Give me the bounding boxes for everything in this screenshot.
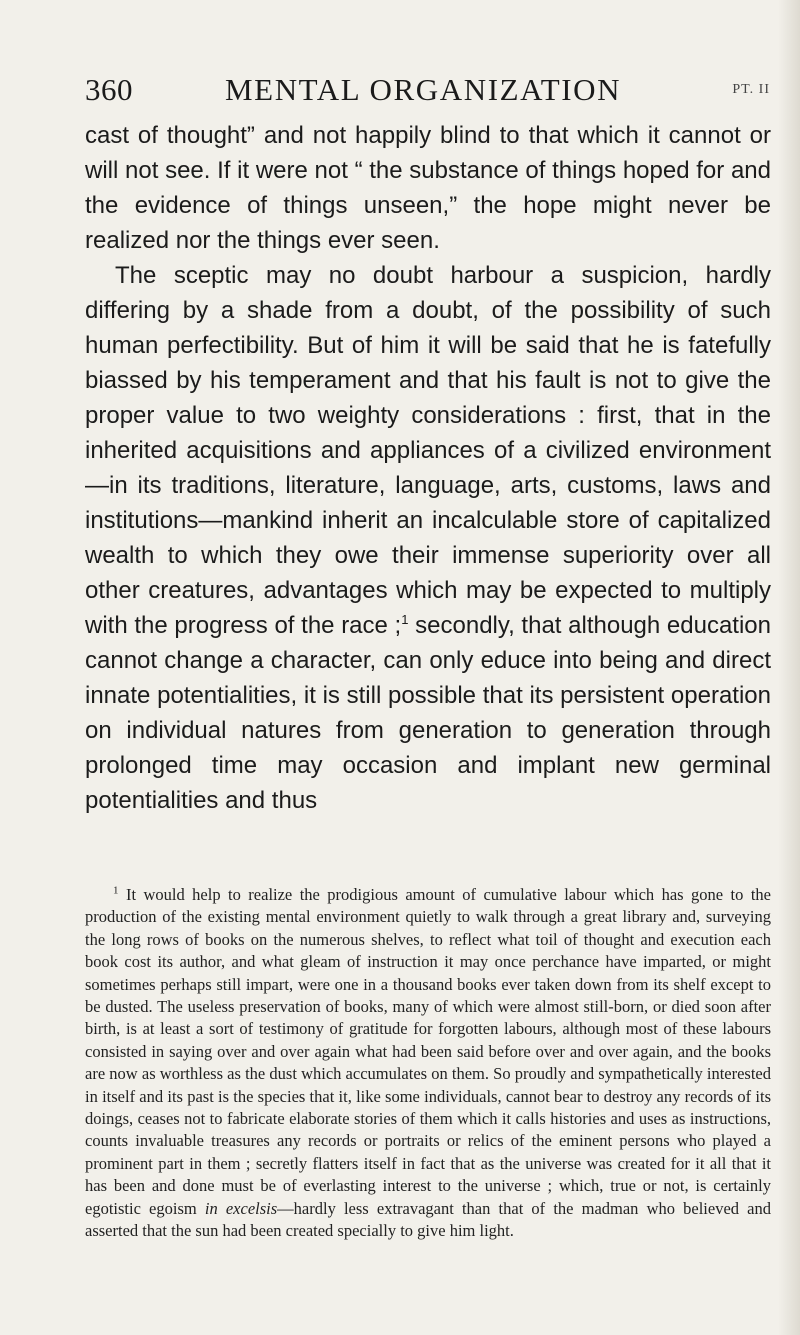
footnote <box>85 884 771 1243</box>
footnote-marker: 1 <box>113 884 119 897</box>
paragraph-2-text-start: The sceptic may no doubt harbour a suspicion, hardly differing by a shade from a doubt, of the possibility of such human perfectibility. But of him it will be said that he is fatefully biassed by his temperament and that his fault is not to give the proper value to two weighty considerations : first, that in the inherited acquisitions and appliances of a civilized environment—in its traditions, literature, language, arts, customs, laws and institutions—mankind inherit an incalculable store of capitalized wealth to which they owe their immense superiority over all other creatures, advantages which may be expected to multiply with the progress of the race ; <box>85 262 771 639</box>
page-edge-shadow <box>778 0 800 1335</box>
footnote-italic-phrase: in excelsis <box>204 1198 278 1218</box>
body-text <box>85 118 771 818</box>
running-title: MENTAL ORGANIZATION <box>225 72 622 107</box>
paragraph-2 <box>85 258 771 818</box>
footnote-reference: 1 <box>401 612 409 627</box>
running-head <box>85 70 770 110</box>
footnote-text-end: —hardly less extravagant than that of the madman who believed and asserted that the sun had been created specially to give him light. <box>85 1198 772 1241</box>
footnote-text-start: It would help to realize the prodigious amount of cumulative labour which has gone to the production of the existing mental environment quietly to walk through a great library and, surveying the long rows of books on the numerous shelves, to reflect what toil of thought and execution each book cost its author, and what gleam of instruction it may once perchance have imparted, or might sometimes perhaps still impart, were one in a thousand books ever taken down from its shelf except to be dusted. The useless preservation of books, many of which were almost still-born, or died soon after birth, is at least a sort of testimony of gratitude for forgotten labours, although most of these labours consisted in saying over and over again what had been said before over and over again, and the books are now as worthless as the dust which accumulates on them. So proudly and sympathetically interested in itself and its past is the species that it, like some individuals, cannot bear to destroy any records of its doings, ceases not to fabricate elaborate stories of them which it calls histories and uses as instructions, counts invaluable treasures any records or portraits or relics of the eminent persons who played a prominent part in them ; secretly flatters itself in fact that as the universe was created for it all that it has been and done must be of everlasting interest to the universe ; which, true or not, is certainly egotistic egoism <box>85 885 771 1218</box>
page-number: 360 <box>85 72 133 107</box>
part-label: PT. II <box>732 82 770 97</box>
paragraph-2-text-end: secondly, that although education cannot change a character, can only educe into being and direct innate potentialities, it is still possible that its persistent operation on individual natures from generation to generation through prolonged time may occasion and implant new germinal potentialities and thus <box>85 612 771 814</box>
paragraph-1: cast of thought” and not happily blind to that which it cannot or will not see. If it were not “ the substance of things hoped for and the evidence of things unseen,” the hope might never be realized nor the things ever seen. <box>85 122 771 254</box>
